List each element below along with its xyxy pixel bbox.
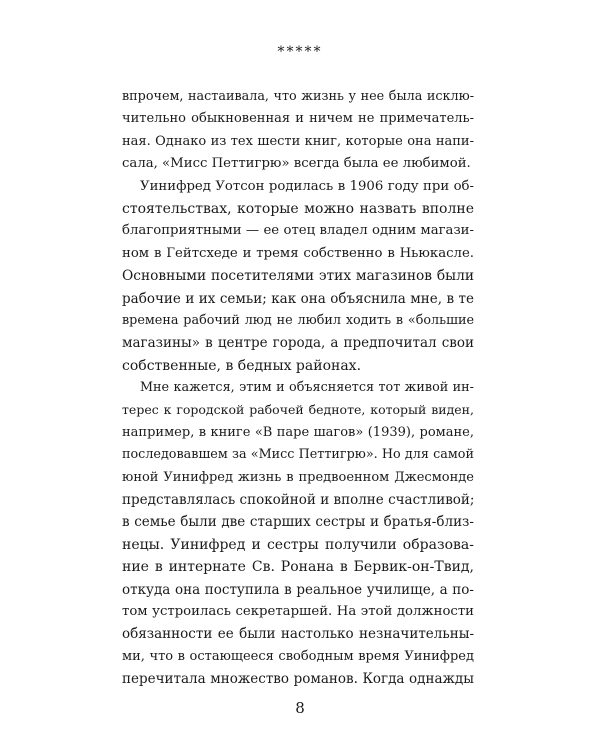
- text-line: благоприятными — ее отец владел одним магази-: [122, 223, 474, 239]
- text-line: обязанности ее были настолько незначительны-: [122, 626, 474, 643]
- text-line: рабочие и их семьи; как она объяснила мне, в те: [122, 290, 474, 307]
- text-line: Основными посетителями этих магазинов были: [122, 268, 474, 285]
- page-body-text: [122, 86, 474, 691]
- text-line: в семье были две старших сестры и братья-близ-: [122, 514, 474, 531]
- text-line: откуда она поступила в реальное училище, а по-: [122, 581, 474, 598]
- text-line: ми, что в остающееся свободным время Уинифред: [122, 648, 474, 664]
- section-separator: *****: [277, 44, 323, 60]
- text-line: ном в Гейтсхеде и тремя собственно в Ньюкасле.: [122, 245, 474, 261]
- page-number: 8: [295, 699, 305, 717]
- text-line: впрочем, настаивала, что жизнь у нее была исклю-: [122, 89, 474, 104]
- text-line: перечитала множество романов. Когда однажды: [122, 671, 474, 688]
- text-line: ная. Однако из тех шести книг, которые она напи-: [122, 133, 474, 149]
- text-line: магазины» в центре города, а предпочитал свои: [122, 335, 474, 352]
- text-line: времена рабочий люд не любил ходить в «большие: [122, 312, 474, 328]
- text-line: чительно обыкновенная и ничем не примечатель-: [122, 111, 474, 127]
- text-line: том устроилась секретаршей. На этой должности: [122, 603, 474, 619]
- text-line: сала, «Мисс Петтигрю» всегда была ее любимой.: [122, 156, 471, 172]
- text-line: стоятельствах, которые можно назвать вполне: [122, 200, 474, 217]
- text-line: ние в интернате Св. Ронана в Бервик-он-Твид,: [122, 559, 474, 576]
- text-line: последовавшем за «Мисс Петтигрю». Но для самой: [122, 447, 474, 463]
- text-line: нецы. Уинифред и сестры получили образова-: [122, 536, 474, 553]
- text-line: собственные, в бедных районах.: [122, 357, 362, 374]
- text-line: терес к городской рабочей бедноте, который виден,: [122, 402, 474, 418]
- text-line: представлялась спокойной и вполне счастливой;: [122, 492, 475, 509]
- text-line: Мне кажется, этим и объясняется тот живой ин-: [140, 380, 474, 396]
- text-line: например, в книге «В паре шагов» (1939), романе,: [122, 424, 474, 440]
- text-line: юной Уинифред жизнь в предвоенном Джесмонде: [122, 469, 474, 485]
- text-line: Уинифред Уотсон родилась в 1906 году при об-: [140, 178, 474, 194]
